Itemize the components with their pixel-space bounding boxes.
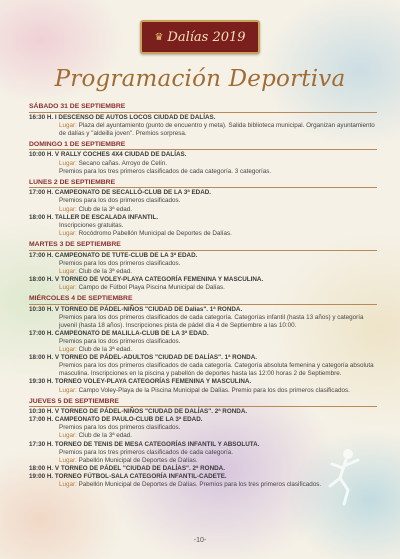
- festival-badge: [140, 20, 260, 54]
- event-place: [29, 387, 377, 395]
- place-label: Lugar:: [59, 229, 77, 237]
- event-place: [29, 432, 377, 440]
- event-title: 18:00 H. TALLER DE ESCALADA INFANTIL.: [29, 213, 159, 221]
- crown-icon: ♛: [154, 31, 164, 43]
- event: [29, 214, 377, 238]
- event-place: [29, 284, 377, 292]
- event: [29, 408, 377, 416]
- place-text: Campo de Fútbol Playa Piscina Municipal de Dalías.: [78, 283, 225, 291]
- page-number: -10-: [193, 537, 207, 544]
- place-text: Pabellón Municipal de Deportes de Dalías.: [78, 456, 198, 464]
- event: [29, 306, 377, 330]
- event-title: 18:00 H. V TORNEO DE PÁDEL-ADULTOS "CIUDAD DE DALÍAS". 1ª RONDA.: [29, 354, 258, 362]
- event-title: 16:30 H. I DESCENSO DE AUTOS LOCOS CIUDAD DE DALÍAS.: [29, 113, 216, 121]
- event-title: 10:30 H. V TORNEO DE PÁDEL-NIÑOS "CIUDAD DE DALÍAS". 2ª RONDA.: [29, 408, 248, 416]
- place-label: Lugar:: [59, 456, 77, 464]
- place-text: Rocódromo Pabellón Municipal de Deportes de Dalías.: [78, 229, 232, 237]
- event-description: Premios para los dos primeros clasificados de cada categoría. Categoría absoluta femenina y categoría absoluta masculina. Inscripciones en la piscina y pabellón de deportes hasta las 12:00 horas 2 de Septiembre.: [59, 362, 374, 378]
- place-text: Secano cañas. Arroyo de Celín.: [78, 159, 168, 167]
- day-heading: MARTES 3 DE SEPTIEMBRE: [29, 241, 377, 251]
- event-description: Premios para los dos primeros clasificados.: [59, 197, 181, 205]
- event: [29, 189, 377, 213]
- event-description: Premios para los tres primeros clasificados de cada categoría.: [59, 448, 233, 456]
- event-title: 17:00 H. CAMPEONATO DE PAULO-CLUB DE LA 3ª EDAD.: [29, 416, 203, 424]
- schedule: [29, 103, 377, 489]
- event: [29, 330, 377, 354]
- event-place: [29, 230, 377, 238]
- event: [29, 252, 377, 276]
- event-title: 18:00 H. V TORNEO DE VOLEY-PLAYA CATEGORÍA FEMENINA Y MASCULINA.: [29, 275, 264, 283]
- place-text: Campo Voley-Playa de la Piscina Municipal de Dalías. Premio para los dos primeros clasificados.: [78, 386, 350, 394]
- event: [29, 151, 377, 175]
- page-title: Programación Deportiva: [54, 66, 346, 92]
- event: [29, 416, 377, 440]
- place-label: Lugar:: [59, 481, 77, 489]
- event-title: 19:30 H. TORNEO VOLEY-PLAYA CATEGORÍAS FEMENINA Y MASCULINA.: [29, 378, 252, 386]
- event-place: [29, 160, 377, 168]
- event: [29, 114, 377, 138]
- event-place: [29, 268, 377, 276]
- place-label: Lugar:: [59, 159, 77, 167]
- event: [29, 276, 377, 292]
- event-title: 17:30 H. TORNEO DE TENIS DE MESA CATEGORÍAS INFANTIL Y ABSOLUTA.: [29, 440, 260, 448]
- event-description: Premios para los dos primeros clasificados.: [59, 337, 181, 345]
- badge-text: Dalías 2019: [167, 29, 246, 45]
- event-title: 18:00 H. V TORNEO DE PÁDEL "CIUDAD DE DALÍAS". 2ª RONDA.: [29, 464, 225, 472]
- place-label: Lugar:: [59, 432, 77, 440]
- event-title: 17:00 H. CAMPEONATO DE TUTE-CLUB DE LA 3ª EDAD.: [29, 251, 198, 259]
- event-place: [29, 122, 377, 138]
- event: [29, 354, 377, 378]
- event-title: 17:00 H. CAMPEONATO DE SECALLÓ-CLUB DE LA 3ª EDAD.: [29, 189, 212, 197]
- event-title: 17:00 H. CAMPEONATO DE MALILLA-CLUB DE LA 3ª EDAD.: [29, 329, 209, 337]
- place-text: Plaza del ayuntamiento (punto de encuentro y meta). Salida biblioteca municipal. Organizan ayuntamiento de dalías y "aldeilla joven". Premios sorpresa.: [59, 121, 375, 137]
- day-heading: MIÉRCOLES 4 DE SEPTIEMBRE: [29, 295, 377, 305]
- sport-figure-icon: [318, 446, 368, 506]
- place-label: Lugar:: [59, 386, 77, 394]
- event: [29, 378, 377, 394]
- event-title: 10:30 H. V TORNEO DE PÁDEL-NIÑOS "CIUDAD DE Dalías". 1ª RONDA.: [29, 305, 243, 313]
- place-label: Lugar:: [59, 283, 77, 291]
- place-text: Club de la 3ª edad.: [78, 346, 133, 354]
- event-description: Premios para los dos primeros clasificados.: [59, 259, 181, 267]
- place-text: Club de la 3ª edad.: [78, 205, 133, 213]
- event-place: [29, 346, 377, 354]
- event-description: Premios para los dos primeros clasificados de cada categoría. Categorías infantil (hasta 13 años) y categoría juvenil (hasta 18 años). Inscripciones pista de pádel día 4 de Septiembre a las 10:00.: [59, 313, 364, 329]
- event-title: 19:00 H. TORNEO FÚTBOL-SALA CATEGORÍA INFANTIL-CADETE.: [29, 472, 227, 480]
- place-label: Lugar:: [59, 346, 77, 354]
- day-heading: JUEVES 5 DE SEPTIEMBRE: [29, 398, 377, 408]
- event-description: Premios para los dos primeros clasificados.: [59, 424, 181, 432]
- day-heading: LUNES 2 DE SEPTIEMBRE: [29, 179, 377, 189]
- event-description: Inscripciones gratuitas.: [59, 221, 124, 229]
- place-text: Club de la 3ª edad.: [78, 267, 133, 275]
- place-label: Lugar:: [59, 267, 77, 275]
- event-place: [29, 206, 377, 214]
- place-text: Club de la 3ª edad.: [78, 432, 133, 440]
- place-text: Pabellón Municipal de Deportes de Dalías. Premios para los tres primeros clasificados.: [78, 481, 322, 489]
- event-description: Premios para los tres primeros clasificados de cada categoría. 3 categorías.: [59, 167, 272, 175]
- day-heading: SÁBADO 31 DE SEPTIEMBRE: [29, 103, 377, 113]
- place-label: Lugar:: [59, 121, 77, 129]
- place-label: Lugar:: [59, 205, 77, 213]
- event-title: 10:00 H. V RALLY COCHES 4X4 CIUDAD DE DALÍAS.: [29, 151, 187, 159]
- day-heading: DOMINGO 1 DE SEPTIEMBRE: [29, 141, 377, 151]
